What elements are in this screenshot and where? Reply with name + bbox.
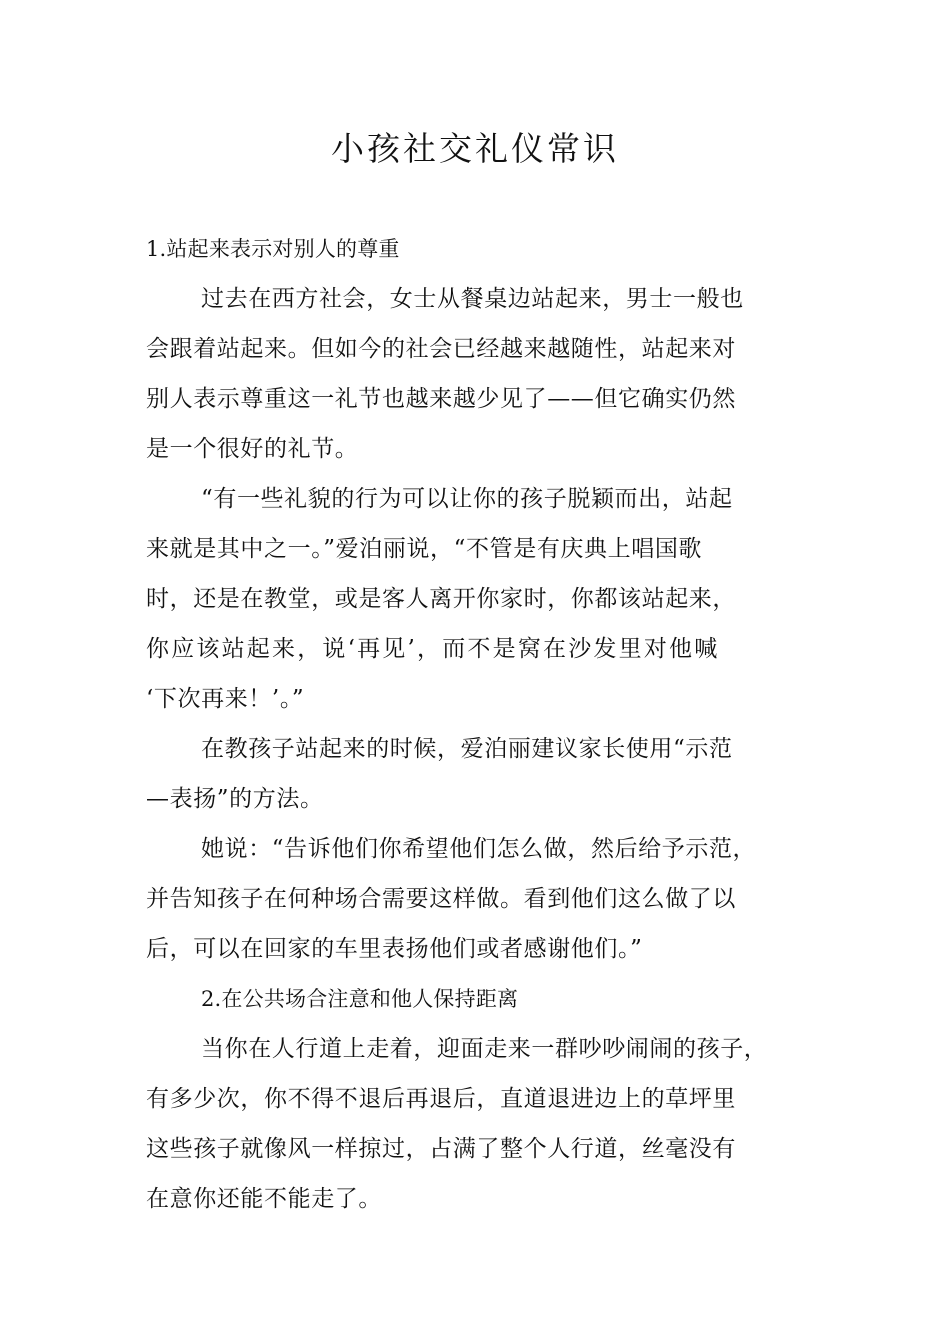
document-body xyxy=(146,224,816,1224)
paragraph-line: “有一些礼貌的行为可以让你的孩子脱颖而出，站起 xyxy=(201,486,733,512)
paragraph-line: 在意你还能不能走了。 xyxy=(146,1186,382,1212)
section-heading-2: 2.在公共场合注意和他人保持距离 xyxy=(201,987,519,1011)
paragraph-line: 你应该站起来，说‘再见’，而不是窝在沙发里对他喊 xyxy=(146,636,720,662)
paragraph-line: 过去在西方社会，女士从餐桌边站起来，男士一般也 xyxy=(201,286,744,312)
paragraph-line: 当你在人行道上走着，迎面走来一群吵吵闹闹的孩子， xyxy=(201,1036,768,1062)
paragraph-line: 会跟着站起来。但如今的社会已经越来越随性，站起来对 xyxy=(146,336,736,362)
paragraph-line: 后，可以在回家的车里表扬他们或者感谢他们。” xyxy=(146,936,643,962)
paragraph-line: —表扬”的方法。 xyxy=(146,786,324,812)
paragraph-line: 来就是其中之一。”爱泊丽说，“不管是有庆典上唱国歌 xyxy=(146,536,703,562)
paragraph-line: 有多少次，你不得不退后再退后，直道退进边上的草坪里 xyxy=(146,1086,736,1112)
paragraph-line: 是一个很好的礼节。 xyxy=(146,436,359,462)
section-heading-1: 1.站起来表示对别人的尊重 xyxy=(146,237,400,261)
paragraph-line: 这些孩子就像风一样掠过，占满了整个人行道，丝毫没有 xyxy=(146,1136,736,1162)
paragraph-line: 时，还是在教堂，或是客人离开你家时，你都该站起来， xyxy=(146,586,736,612)
paragraph-line: 并告知孩子在何种场合需要这样做。看到他们这么做了以 xyxy=(146,886,736,912)
document-title: 小孩社交礼仪常识 xyxy=(331,129,619,168)
paragraph-line: 她说：“告诉他们你希望他们怎么做，然后给予示范， xyxy=(201,836,757,862)
paragraph-line: 别人表示尊重这一礼节也越来越少见了——但它确实仍然 xyxy=(146,386,736,412)
paragraph-line: ‘下次再来！’。” xyxy=(146,686,305,712)
paragraph-line: 在教孩子站起来的时候，爱泊丽建议家长使用“示范 xyxy=(201,736,733,762)
